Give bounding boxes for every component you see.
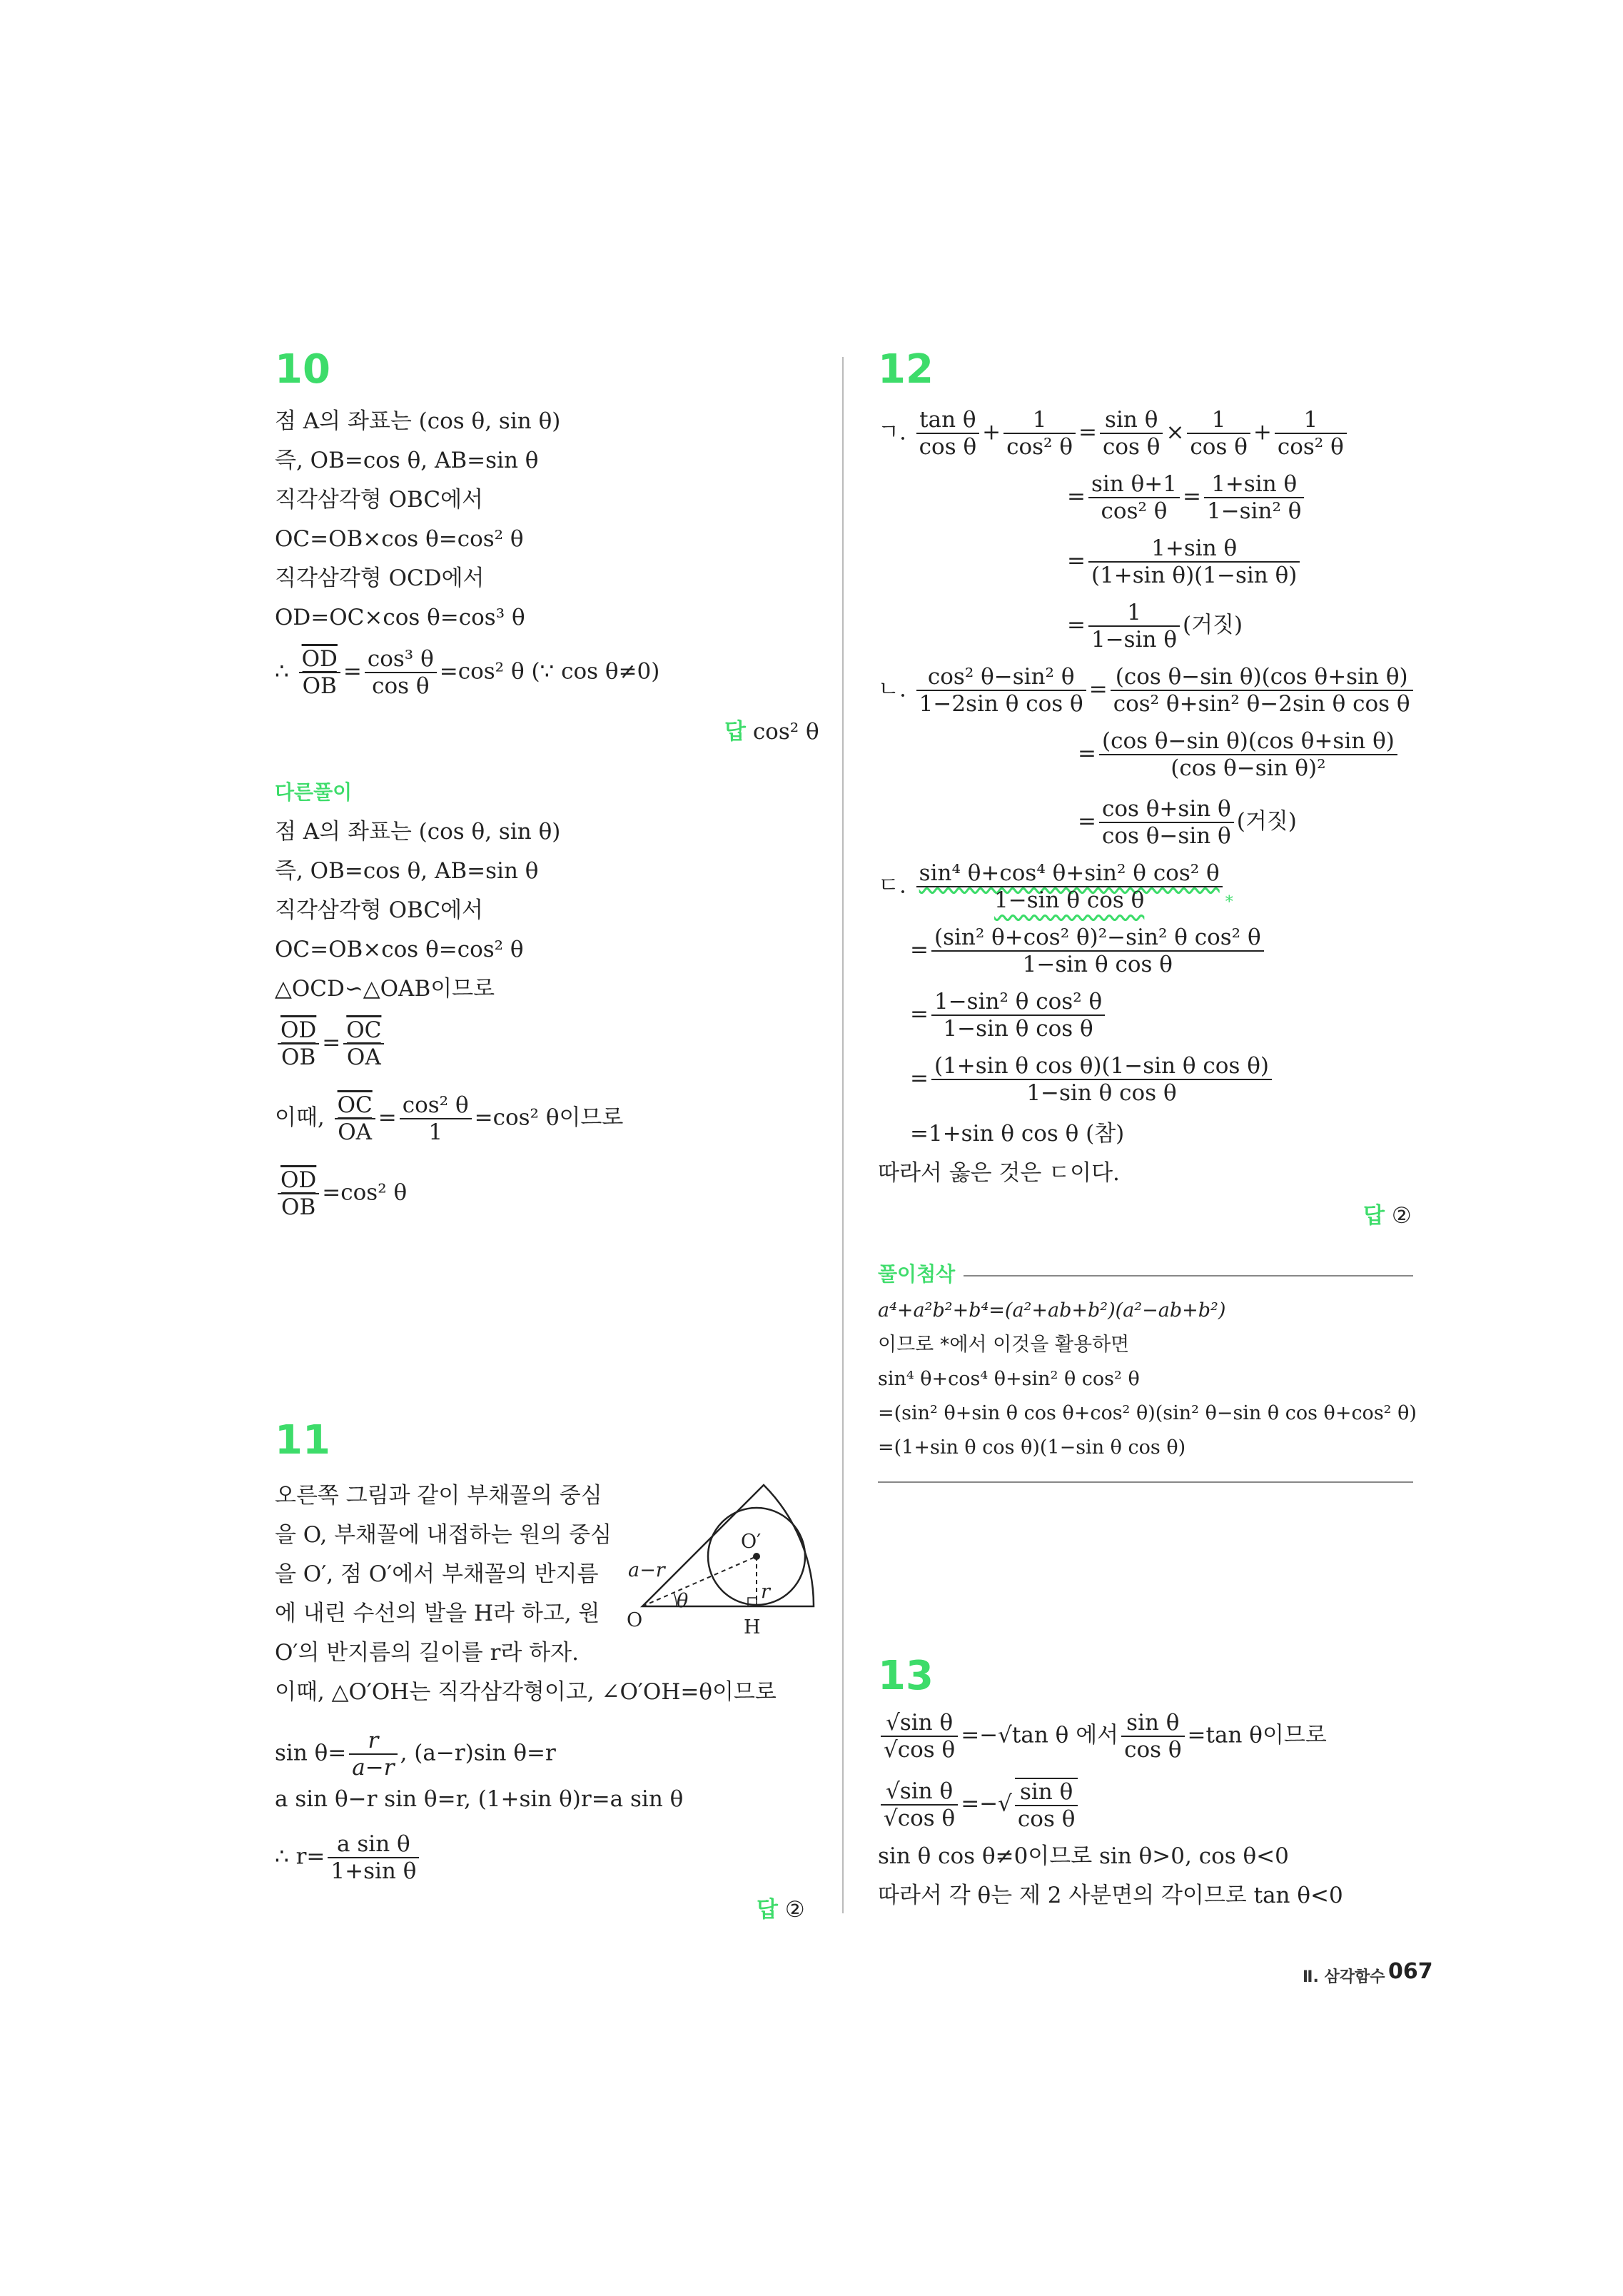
s10-line-1: 점 A의 좌표는 (cos θ, sin θ) xyxy=(275,408,561,434)
alt-solution-title: 다른풀이 xyxy=(275,780,353,804)
fraction: $\frac{\text{cos³ θ}}{\text{cos θ}}$ xyxy=(365,646,437,699)
label-o: O xyxy=(627,1609,643,1631)
section-13-number: 13 xyxy=(878,1653,934,1699)
tip-line-4: =(sin² θ+sin θ cos θ+cos² θ)(sin² θ−sin θ cos θ+cos² θ) xyxy=(878,1402,1417,1424)
tip-line-1: a⁴+a²b²+b⁴=(a²+ab+b²)(a²−ab+b²) xyxy=(878,1299,1226,1321)
s13-line-4: 따라서 각 θ는 제 2 사분면의 각이므로 tan θ<0 xyxy=(878,1883,1343,1908)
tip-line-3: sin⁴ θ+cos⁴ θ+sin² θ cos² θ xyxy=(878,1368,1140,1390)
s12-na-line-2: = $\frac{\text{(cos θ−sin θ)(cos θ+sin θ)}}{\text{(cos θ−sin θ)²}}$ xyxy=(1078,728,1400,781)
fraction: $\frac{\overline{OD}}{OB}$ xyxy=(299,646,340,699)
answer-value: cos² θ xyxy=(752,719,819,745)
fraction: $\frac{r}{a-r}$ xyxy=(349,1728,397,1781)
s11-line-1: 오른쪽 그림과 같이 부채꼴의 중심 xyxy=(275,1483,602,1509)
section-10-number: 10 xyxy=(275,346,330,393)
s12-ga-line-3: = $\frac{\text{1+sin θ}}{\text{(1+sin θ)(1−sin θ)}}$ xyxy=(1067,535,1303,588)
s12-da-line-5: =1+sin θ cos θ (참) xyxy=(910,1121,1125,1147)
s11-line-5: O′의 반지름의 길이를 r라 하자. xyxy=(275,1640,579,1666)
label-r: r xyxy=(761,1581,770,1603)
tip-line-2: 이므로 *에서 이것을 활용하면 xyxy=(878,1334,1130,1356)
answer-label: 답 xyxy=(1363,1203,1385,1229)
s12-na-line-1: ㄴ. $\frac{\text{cos² θ−sin² θ}}{\text{1−2sin θ cos θ}}$ = $\frac{\text{(cos θ−sin θ)(cos θ+sin θ)}}{\text{cos² θ+sin² θ−2sin θ cos θ}}$ xyxy=(878,664,1416,717)
fraction: $\frac{\text{cos² θ}}{1}$ xyxy=(400,1092,472,1145)
sector-figure xyxy=(621,1478,821,1635)
s10-line-5: 직각삼각형 OCD에서 xyxy=(275,565,485,591)
s13-line-3: sin θ cos θ≠0이므로 sin θ>0, cos θ<0 xyxy=(878,1843,1289,1869)
s12-answer xyxy=(1363,1202,1412,1230)
tip-rule-top xyxy=(964,1275,1413,1277)
s11-eq-2: a sin θ−r sin θ=r, (1+sin θ)r=a sin θ xyxy=(275,1786,684,1812)
s11-eq-1: sin θ= $\frac{r}{a-r}$ , (a−r)sin θ=r xyxy=(275,1728,556,1781)
column-divider xyxy=(842,357,844,1913)
s10-alt-line-1: 점 A의 좌표는 (cos θ, sin θ) xyxy=(275,819,561,845)
page-number: 067 xyxy=(1388,1959,1433,1984)
s11-line-3: 을 O′, 점 O′에서 부채꼴의 반지름 xyxy=(275,1561,599,1587)
footer-chapter: Ⅱ. 삼각함수 xyxy=(1303,1968,1385,1986)
therefore-symbol: ∴ xyxy=(275,658,289,685)
sector-shape xyxy=(642,1485,814,1606)
label-h: H xyxy=(744,1616,761,1638)
s12-na-line-3: = $\frac{\text{cos θ+sin θ}}{\text{cos θ−sin θ}}$ (거짓) xyxy=(1078,796,1297,849)
s12-da-line-3: = $\frac{\text{1−sin² θ cos² θ}}{\text{1−sin θ cos θ}}$ xyxy=(910,989,1108,1042)
s10-alt-line-5: △OCD∽△OAB이므로 xyxy=(275,976,495,1002)
s12-ga-line-2: = $\frac{\text{sin θ+1}}{\text{cos² θ}}$ = $\frac{\text{1+sin θ}}{\text{1−sin² θ}}$ xyxy=(1067,471,1307,524)
s12-da-line-1: ㄷ. $\frac{\text{sin⁴ θ+cos⁴ θ+sin² θ cos² θ}}{\text{1−sin θ cos θ}}$ $_*$ xyxy=(878,860,1233,913)
tip-line-5: =(1+sin θ cos θ)(1−sin θ cos θ) xyxy=(878,1436,1186,1459)
answer-label: 답 xyxy=(724,719,746,745)
fraction: $\frac{\overline{OC}}{OA}$ xyxy=(343,1017,384,1070)
asterisk-mark: * xyxy=(1225,893,1233,912)
s11-line-4: 에 내린 수선의 발을 H라 하고, 원 xyxy=(275,1601,600,1626)
s11-line-6: 이때, △O′OH는 직각삼각형이고, ∠O′OH=θ이므로 xyxy=(275,1679,777,1705)
s12-da-line-4: = $\frac{\text{(1+sin θ cos θ)(1−sin θ cos θ)}}{\text{1−sin θ cos θ}}$ xyxy=(910,1053,1275,1106)
tip-rule-bottom xyxy=(878,1481,1413,1483)
s10-line-4: OC=OB×cos θ=cos² θ xyxy=(275,526,524,552)
label-a-minus-r: a−r xyxy=(628,1559,665,1581)
s12-ga-line-4: = $\frac{1}{\text{1−sin θ}}$ (거짓) xyxy=(1067,600,1243,653)
tip-title: 풀이첨삭 xyxy=(878,1262,956,1286)
label-theta: θ xyxy=(677,1590,689,1612)
answer-value: ② xyxy=(784,1897,805,1923)
s13-line-1: $\frac{\text{√sin θ}}{\text{√cos θ}}$ =−√tan θ 에서 $\frac{\text{sin θ}}{\text{cos θ}}$ =tan θ이므로 xyxy=(878,1710,1327,1763)
s11-eq-3: ∴ r= $\frac{\text{a sin θ}}{\text{1+sin θ}}$ xyxy=(275,1831,422,1884)
section-11-number: 11 xyxy=(275,1417,330,1464)
s10-line-6: OD=OC×cos θ=cos³ θ xyxy=(275,605,525,630)
s11-answer xyxy=(757,1895,805,1924)
fraction: $\frac{\text{a sin θ}}{\text{1+sin θ}}$ xyxy=(328,1831,419,1884)
s12-da-line-2: = $\frac{\text{(sin² θ+cos² θ)²−sin² θ cos² θ}}{\text{1−sin θ cos θ}}$ xyxy=(910,925,1267,977)
answer-value: ② xyxy=(1391,1203,1412,1229)
s10-alt-line-4: OC=OB×cos θ=cos² θ xyxy=(275,937,524,962)
s10-line-3: 직각삼각형 OBC에서 xyxy=(275,487,483,513)
fraction: $\frac{\overline{OD}}{OB}$ xyxy=(278,1167,319,1220)
s10-then: 이때, $\frac{\overline{OC}}{OA}$ = $\frac{\text{cos² θ}}{1}$ =cos² θ이므로 xyxy=(275,1092,624,1145)
s10-line-2: 즉, OB=cos θ, AB=sin θ xyxy=(275,448,539,473)
s10-final: $\frac{\overline{OD}}{OB}$ =cos² θ xyxy=(275,1167,407,1220)
s13-line-2: $\frac{\text{√sin θ}}{\text{√cos θ}}$ =−√ $\frac{\text{sin θ}}{\text{cos θ}}$ xyxy=(878,1778,1081,1832)
fraction: $\frac{\overline{OC}}{OA}$ xyxy=(335,1092,375,1145)
section-12-number: 12 xyxy=(878,346,934,393)
fraction: $\frac{\overline{OD}}{OB}$ xyxy=(278,1017,319,1070)
s10-answer xyxy=(724,718,819,746)
label-o-prime: O′ xyxy=(741,1531,762,1553)
s12-ga-line-1: ㄱ. $\frac{\text{tan θ}}{\text{cos θ}}$ + $\frac{1}{\text{cos² θ}}$ = $\frac{\text{sin θ}}{\text{cos θ}}$ × $\frac{1}{\text{cos θ}}$ + $\frac{1}{\text{cos² θ}}$ xyxy=(878,407,1350,460)
s10-alt-line-2: 즉, OB=cos θ, AB=sin θ xyxy=(275,858,539,884)
s10-ratio: $\frac{\overline{OD}}{OB}$ = $\frac{\overline{OC}}{OA}$ xyxy=(275,1017,387,1070)
s12-conclusion: 따라서 옳은 것은 ㄷ이다. xyxy=(878,1160,1120,1186)
s10-conclusion: ∴ $\frac{\overline{OD}}{OB}$ = $\frac{\text{cos³ θ}}{\text{cos θ}}$ =cos² θ (∵ cos θ≠0) xyxy=(275,646,660,699)
answer-label: 답 xyxy=(757,1897,778,1923)
s11-line-2: 을 O, 부채꼴에 내접하는 원의 중심 xyxy=(275,1522,612,1548)
s10-alt-line-3: 직각삼각형 OBC에서 xyxy=(275,897,483,923)
